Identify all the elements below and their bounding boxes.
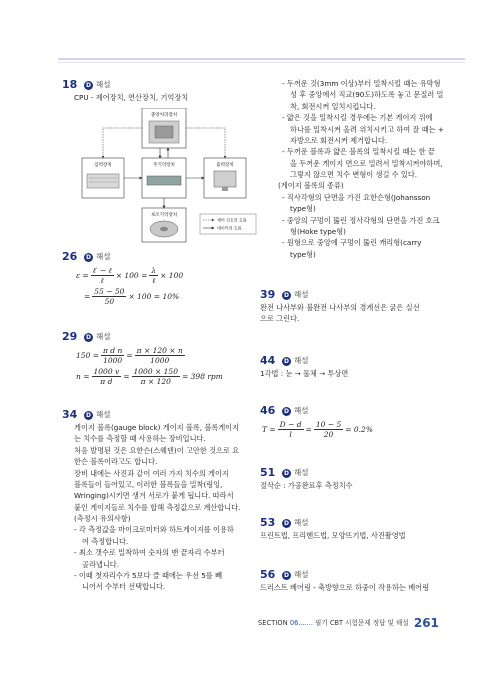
legend-control: 제어 신호의 흐름	[217, 217, 247, 223]
section-label: SECTION	[258, 619, 288, 627]
main-memory-label: 주기억장치	[153, 163, 175, 169]
question-number: 29	[62, 330, 78, 344]
answer-56: 56 D 해설 드러스트 베어링 - 축방향으로 하중이 작용하는 베어링	[260, 568, 430, 592]
bullet-item: - 최소 갯수로 밀착하여 숫자의 맨 끝자리 수부터 골라냅니다.	[74, 548, 225, 569]
explanation-icon: D	[84, 411, 93, 420]
question-number: 39	[260, 288, 276, 302]
answer-26	[62, 250, 267, 308]
question-number: 53	[260, 516, 276, 530]
kind-item: - 중앙의 구멍이 뚫린 정사각형의 단면을 가진 호크 형(Hoke type형)	[282, 215, 440, 236]
footer-title: 필기 CBT 시험문제 정답 및 해설	[315, 619, 409, 627]
output-device-box	[204, 158, 246, 198]
answer-18	[62, 78, 267, 247]
keyboard-icon	[87, 174, 119, 188]
header-rule-thin	[58, 62, 465, 63]
explanation-icon: D	[282, 519, 291, 528]
question-number: 34	[62, 408, 78, 422]
explanation-label: 해설	[96, 410, 111, 420]
kind-item: - 직사각형의 단면을 가진 요한슨형(Johansson type형)	[282, 192, 431, 214]
ram-icon	[147, 176, 181, 185]
bullet-item: - 얇은 것을 밀착시킬 경우에는 기본 게이지 위에 하나를 밀착시켜 올려 위치시키고 하여 잘 때는 + 자방으로 회전시켜 제거합니다.	[282, 113, 444, 145]
page-footer	[258, 614, 478, 633]
output-label: 출력장치	[216, 163, 234, 169]
cpu-box	[142, 108, 186, 148]
input-label: 입력장치	[94, 163, 112, 169]
explanation-label: 해설	[294, 290, 309, 300]
answer-34: 34 D 해설 게이지 블록(gauge block) 게이지 블록, 블록게이지 는 치수를 측정할 때 사용하는 장비입니다. 처음 발명된 것은 요한슨(스웨덴)이 고안한 것으로 요 한슨 블록이라고도 합니다. 장비 내에는 사진과 같이 여러 가지 치수의 게이지 블록들이 들어있고, 이러한 블록들을 밀착(링잉, Wringing)시키면 생겨 서로가 붙게 됩니다. 따라서 붙인 게이지들로 치수를 합해 측정값으로 계산합니다. (측정시 유의사항) - 각 측정값을 마이크로미터와 하트게이지를 이용하 여 측정합니다. - 최소 갯수로 밀착하여 숫자의 맨 끝자리 수부터 골라냅니다. - 이때 첫자리수가 5보다 클 때에는 우선 5를 빼 니어서 수부터 선택합니다.	[62, 408, 267, 593]
explanation-icon: D	[84, 253, 93, 262]
header-rule	[58, 58, 465, 60]
explanation-icon: D	[282, 469, 291, 478]
answer-51: 51 D 해설 절삭순 : 가공완료후 측정치수	[260, 466, 353, 490]
answer-44: 44 D 해설 1각법 : 눈 → 물체 → 투상면	[260, 354, 349, 378]
answer-53: 53 D 해설 프린트법, 프리헨드법, 모양뜨기법, 사진촬영법	[260, 516, 406, 540]
explanation-label: 해설	[294, 406, 309, 416]
kind-item: - 원형으로 중앙에 구멍이 뚫린 캐리형(carry type형)	[282, 238, 422, 259]
question-number: 46	[260, 404, 276, 418]
equation-taper: T = $\frac{D - d}{l}$ = $\frac{10 - 5}{20}$ = 0.2%	[262, 420, 373, 439]
explanation-icon: D	[282, 571, 291, 580]
aux-memory-label: 보조기억장치	[150, 213, 178, 219]
computer-structure-diagram	[80, 108, 258, 243]
explanation-label: 해설	[96, 80, 111, 90]
equation-rpm: n = $\frac{1000 v}{\text{π d}}$ = $\frac{1000 \times 150}{\pi \times 120}$ = 398 rpm	[76, 367, 223, 386]
answer-text: CPU - 제어장치, 연산장치, 기억장치	[74, 93, 189, 102]
question-number: 18	[62, 78, 78, 92]
gauge-kinds-title: (게이지 블록의 종류)	[278, 181, 344, 191]
page-number: 261	[413, 616, 439, 630]
bullet-item: - 이때 첫자리수가 5보다 클 때에는 우선 5를 빼 니어서 수부터 선택합니다.	[74, 570, 223, 592]
monitor-icon	[214, 171, 236, 187]
explanation-label: 해설	[294, 356, 309, 366]
input-device-box	[82, 158, 124, 198]
bullet-item: - 각 측정값을 마이크로미터와 하트게이지를 이용하 여 측정합니다.	[74, 525, 234, 546]
equation-cutting-speed: 150 = $\frac{\text{π d n}}{1000}$ = $\frac{\pi \times 120 \times n}{1000}$	[76, 346, 183, 365]
answer-46	[260, 404, 472, 441]
explanation-icon: D	[282, 291, 291, 300]
explanation-label: 해설	[294, 468, 309, 478]
explanation-label: 해설	[294, 570, 309, 580]
question-number: 51	[260, 466, 276, 480]
answer-34-continued	[278, 78, 472, 260]
explanation-icon: D	[282, 357, 291, 366]
question-number: 56	[260, 568, 276, 582]
explanation-label: 해설	[96, 332, 111, 342]
aux-memory-box	[142, 208, 186, 242]
answer-39: 39 D 해설 완전 나사부와 불완전 나사부의 경계선은 굵은 실선 으로 그린다.	[260, 288, 420, 324]
diagram-legend	[200, 214, 256, 234]
cpu-label: 중앙처리장치	[150, 113, 178, 119]
question-number: 26	[62, 250, 78, 264]
legend-data: 데이터의 흐름	[217, 225, 242, 231]
section-dots: .......	[298, 619, 313, 627]
explanation-icon: D	[84, 333, 93, 342]
answer-29	[62, 330, 267, 388]
bullet-item: - 두꺼운 것(3mm 이상)부터 밀착시킬 때는 유막형 성 후 중앙에서 직교(90도)하도록 놓고 문질러 밀 착, 회전시켜 일치시킵니다.	[282, 79, 444, 111]
equation-strain: ε = $\frac{\text{ℓ′ − ℓ}}{\text{ℓ}}$ × 100 = $\frac{\lambda}{\text{ℓ}}$ × 100	[76, 266, 184, 285]
explanation-label: 해설	[294, 518, 309, 528]
explanation-icon: D	[84, 81, 93, 90]
section-number: 06	[289, 619, 299, 627]
explanation-label: 해설	[96, 252, 111, 262]
question-number: 44	[260, 354, 276, 368]
bullet-item: - 두꺼운 블록과 얇은 블록의 밀착시킬 때는 한 끝 을 두꺼운 게이지 면으로 밀려서 밀착시켜야하며, 그렇지 않으면 치수 변형이 생길 수 있다.	[282, 147, 443, 179]
equation-strain-result: = $\frac{55 - 50}{50}$ × 100 = 10%	[84, 287, 180, 306]
explanation-icon: D	[282, 407, 291, 416]
main-memory-box	[142, 158, 186, 198]
